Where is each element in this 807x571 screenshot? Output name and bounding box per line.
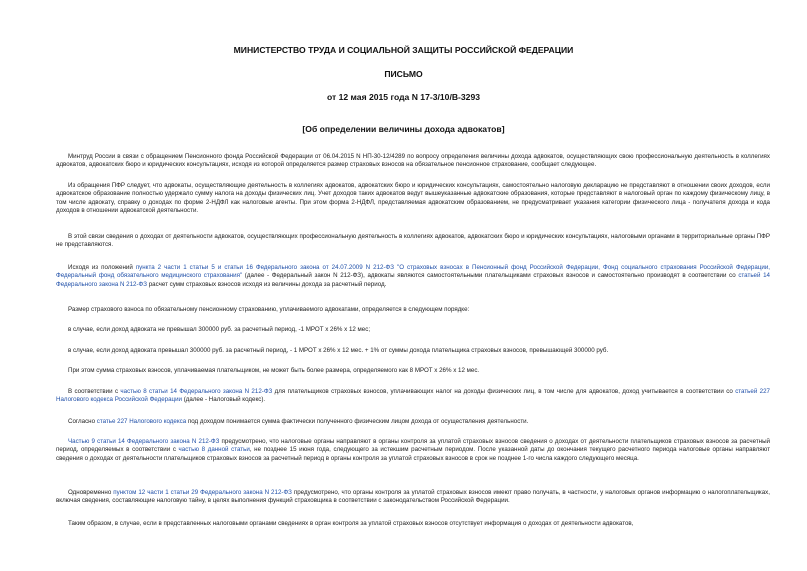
document-type: ПИСЬМО [384,69,423,79]
paragraph-text: предусмотрено, что налоговые органы направляют в органы контроля за уплатой страховых взносов сведения о доходах от деятельности плательщиков страховых взносов за расчетный период, определяемых в соответствии с [56,438,770,454]
law-212-fz-article-14-link[interactable]: статьей 14 Федерального закона N 212-ФЗ [56,272,770,288]
paragraph-text: , не позднее 15 июня года, следующего за истекшим расчетным периодом. После указанной даты до окончания текущего расчетного периода налоговые органы направляют сведения о доходах от деятельности плательщиков страховых взносов за расчетный период в органы контроля за уплатой страховых взносов в срок не позднее 1-го числа каждого следующего месяца. [56,446,770,462]
paragraph-13: Таким образом, в случае, если в представленных налоговыми органами сведениях в орган контроля за уплатой страховых взносов отсутствует информация о доходах от деятельности адвокатов, [68,520,634,527]
paragraph-text: Одновременно [68,489,114,496]
paragraph-4 [56,264,770,289]
document-date-number: от 12 мая 2015 года N 17-3/10/В-3293 [326,92,481,102]
paragraph-text: Исходя из положений [68,264,136,271]
paragraph-text: В соответствии с [68,388,121,395]
paragraph-6: в случае, если доход адвоката не превышал 300000 руб. за расчетный период, -1 МРОТ х 26% х 12 мес; [68,326,371,333]
paragraph-10 [56,418,770,426]
paragraph-text: для плательщиков страховых взносов, уплачивающих налог на доходы физических лиц, в том числе для адвокатов, доход учитывается в соответствии со [272,388,736,395]
paragraph-8: При этом сумма страховых взносов, уплачиваемая плательщиком, не может быть более размера, определяемого как 8 МРОТ х 26% х 12 мес. [68,367,480,374]
paragraph-text: предусмотрено, что органы контроля за уплатой страховых взносов имеют право получать, в частности, у налоговых органов информацию о налогоплательщиках, включая сведения, составляющие налоговую тайну, в целях выполнения функций страховщика в соответствии с законодательством Российской Федерации. [56,489,770,505]
paragraph-12 [56,489,770,506]
paragraph-11 [56,438,770,463]
law-212-fz-article-5-16-link[interactable]: пункта 2 части 1 статьи 5 и статьи 16 Федерального закона от 24.07.2009 N 212-ФЗ "О страховых взносах в Пенсионный фонд Российской Федерации, Фонд социального страхования Российской Федерации, Федеральный фонд обязательного медицинского страхования" [56,264,770,280]
paragraph-9 [56,388,770,405]
paragraph-1: Минтруд России в связи с обращением Пенсионного фонда Российской Федерации от 06.04.2015 N НП-30-12/4289 по вопросу определения величины дохода адвокатов, осуществляющих свою профессиональную деятельность в коллегиях адвокатов, адвокатских бюро и юридических консультациях, исходя из которой определяется размер страховых взносов на обязательное пенсионное страхование, сообщает следующее. [56,153,770,169]
paragraph-text: (далее - Федеральный закон N 212-ФЗ), адвокаты являются самостоятельными плательщиками страховых взносов и самостоятельно производят в соответствии со [242,272,739,280]
paragraph-7: в случае, если доход адвоката превышал 300000 руб. за расчетный период, - 1 МРОТ х 26% х 12 мес. + 1% от суммы дохода плательщика страховых взносов, превышающей 300000 руб. [68,347,609,354]
paragraph-3: В этой связи сведения о доходах от деятельности адвокатов, осуществляющих профессиональную деятельность в коллегиях адвокатов, адвокатских бюро и юридических консультациях, налоговыми органами в территориальные органы ПФР не представляются. [56,233,770,249]
article-part-8-link[interactable]: частью 8 данной статьи [178,446,250,454]
law-212-fz-article-14-part-9-link[interactable]: Частью 9 статьи 14 Федерального закона N 212-ФЗ [68,438,220,445]
law-212-fz-article-29-link[interactable]: пунктом 12 части 1 статьи 29 Федерального закона N 212-ФЗ [113,489,292,496]
law-212-fz-article-14-part-8-link[interactable]: частью 8 статьи 14 Федерального закона N 212-ФЗ [120,388,273,395]
document-subject: [Об определении величины дохода адвокатов] [302,124,505,134]
ministry-title: МИНИСТЕРСТВО ТРУДА И СОЦИАЛЬНОЙ ЗАЩИТЫ РОССИЙСКОЙ ФЕДЕРАЦИИ [233,45,574,55]
tax-code-article-227-link[interactable]: статьей 227 Налогового кодекса Российской Федерации [56,388,770,404]
paragraph-text: расчет сумм страховых взносов исходя из величины дохода за расчетный период. [147,280,387,288]
paragraph-text: под доходом понимается сумма фактически полученного физическим лицом дохода от осуществления деятельности. [186,418,529,425]
paragraph-2: Из обращения ПФР следует, что адвокаты, осуществляющие деятельность в коллегиях адвокатов, адвокатских бюро и юридических консультациях, самостоятельно налоговую декларацию не представляют в отношении своих доходов, если адвокатское образование полностью удержало сумму налога на доходы физических лиц. Учет доходов таких адвокатов ведут вышеуказанные адвокатские образования, которые представляют в налоговый орган по каждому физическому лицу, в том числе адвокату, справку о доходах по форме 2-НДФЛ как налоговые агенты. При этом форма 2-НДФЛ, представляемая адвокатским образованием, не предусматривает указания категории физического лица - получателя дохода и кода доходов в отношении адвокатской деятельности. [56,182,770,215]
paragraph-5: Размер страхового взноса по обязательному пенсионному страхованию, уплачиваемого адвокатами, определяется в следующем порядке: [68,306,470,313]
paragraph-text: Согласно [68,418,97,425]
paragraph-text: (далее - Налоговый кодекс). [181,396,266,404]
tax-code-article-227-link[interactable]: статье 227 Налогового кодекса [96,418,187,425]
